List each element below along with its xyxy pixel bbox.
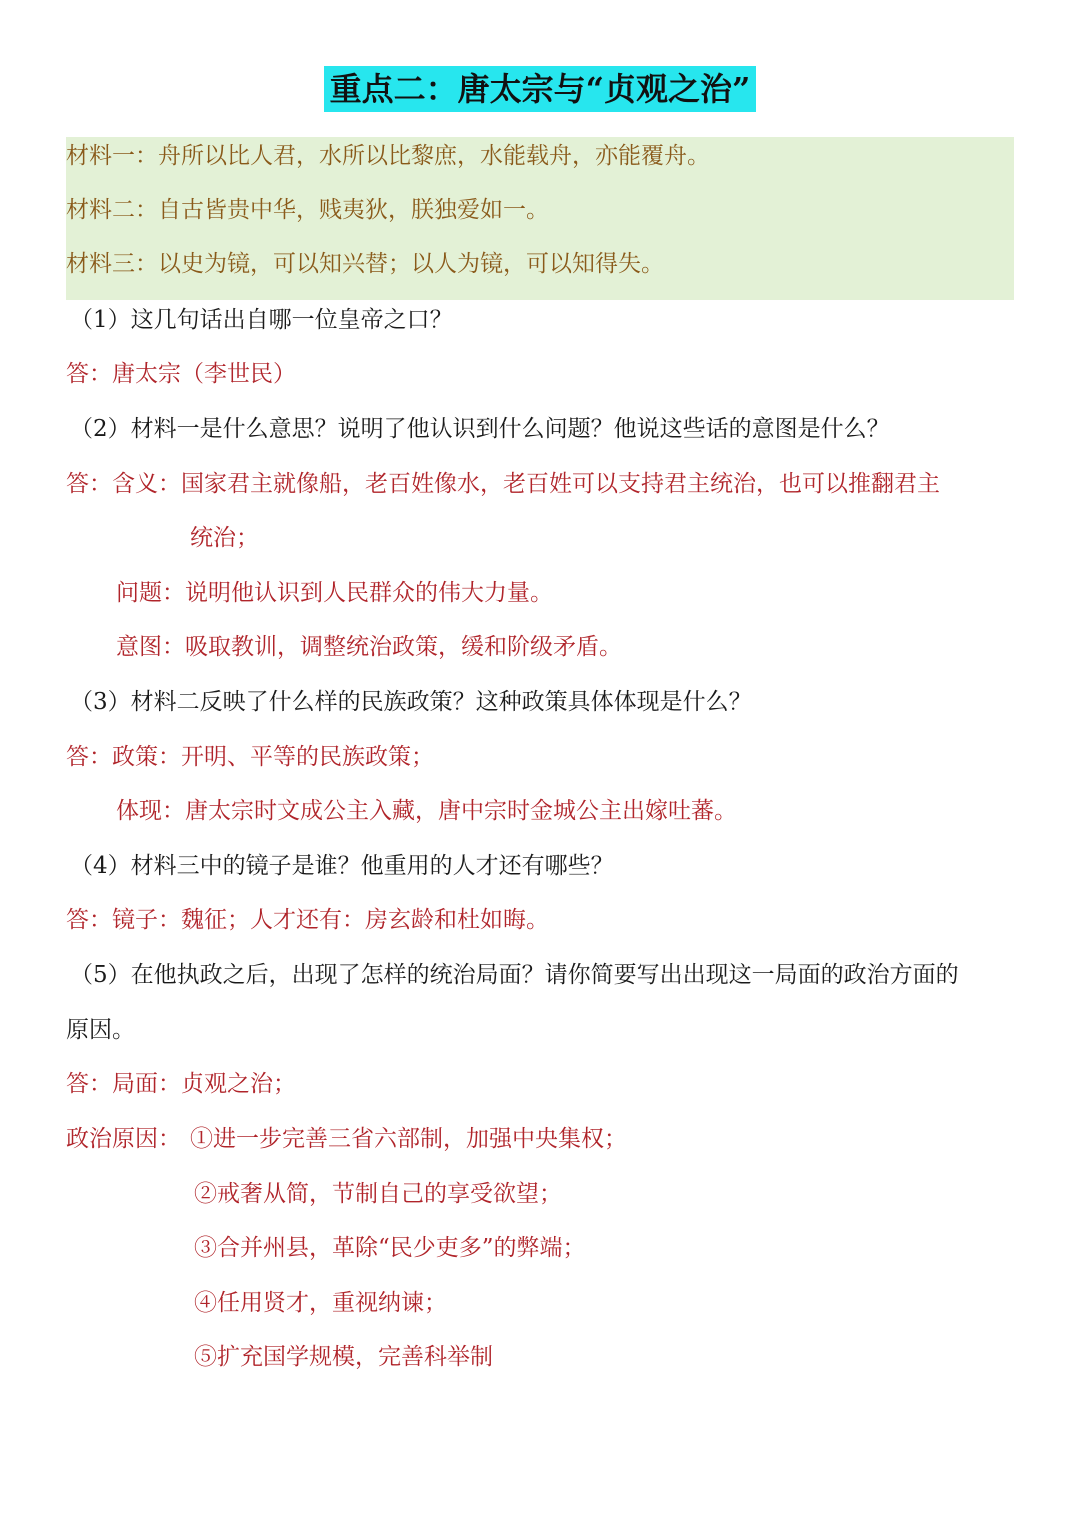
title-container (0, 66, 1080, 112)
material-3: 材料三：以史为镜，可以知兴替；以人为镜，可以知得失。 (66, 251, 664, 277)
question-1: （1）这几句话出自哪一位皇帝之口？ (70, 307, 453, 333)
answer-2-intent: 意图：吸取教训，调整统治政策，缓和阶级矛盾。 (116, 634, 622, 660)
answer-5-reason-1: ①进一步完善三省六部制，加强中央集权； (190, 1126, 627, 1152)
answer-5-situation: 答：局面：贞观之治； (66, 1071, 296, 1097)
material-2: 材料二：自古皆贵中华，贱夷狄，朕独爱如一。 (66, 197, 549, 223)
answer-5-reason-4: ④任用贤才，重视纳谏； (194, 1290, 447, 1316)
answer-1: 答：唐太宗（李世民） (66, 361, 296, 387)
answer-2-problem: 问题：说明他认识到人民群众的伟大力量。 (116, 580, 553, 606)
question-5: （5）在他执政之后，出现了怎样的统治局面？请你简要写出出现这一局面的政治方面的 (70, 962, 959, 988)
answer-5-reason-2: ②戒奢从简，节制自己的享受欲望； (194, 1181, 562, 1207)
answer-2-meaning-cont: 统治； (190, 525, 259, 551)
materials-box (66, 137, 1014, 300)
answer-5-reason-3: ③合并州县，革除“民少吏多”的弊端； (194, 1235, 586, 1261)
question-4: （4）材料三中的镜子是谁？他重用的人才还有哪些？ (70, 853, 614, 879)
answer-3-policy: 答：政策：开明、平等的民族政策； (66, 744, 434, 770)
answer-5-reason-label: 政治原因： (66, 1126, 181, 1152)
answer-3-embody: 体现：唐太宗时文成公主入藏，唐中宗时金城公主出嫁吐蕃。 (116, 798, 737, 824)
page-title: 重点二：唐太宗与“贞观之治” (324, 66, 757, 112)
question-5-cont: 原因。 (66, 1017, 135, 1043)
answer-4: 答：镜子：魏征；人才还有：房玄龄和杜如晦。 (66, 907, 549, 933)
answer-2-meaning: 答：含义：国家君主就像船，老百姓像水，老百姓可以支持君主统治，也可以推翻君主 (66, 471, 940, 497)
question-3: （3）材料二反映了什么样的民族政策？这种政策具体体现是什么？ (70, 689, 752, 715)
question-2: （2）材料一是什么意思？说明了他认识到什么问题？他说这些话的意图是什么？ (70, 416, 890, 442)
material-1: 材料一：舟所以比人君，水所以比黎庶，水能载舟，亦能覆舟。 (66, 143, 710, 169)
answer-5-reason-5: ⑤扩充国学规模，完善科举制 (194, 1344, 493, 1370)
